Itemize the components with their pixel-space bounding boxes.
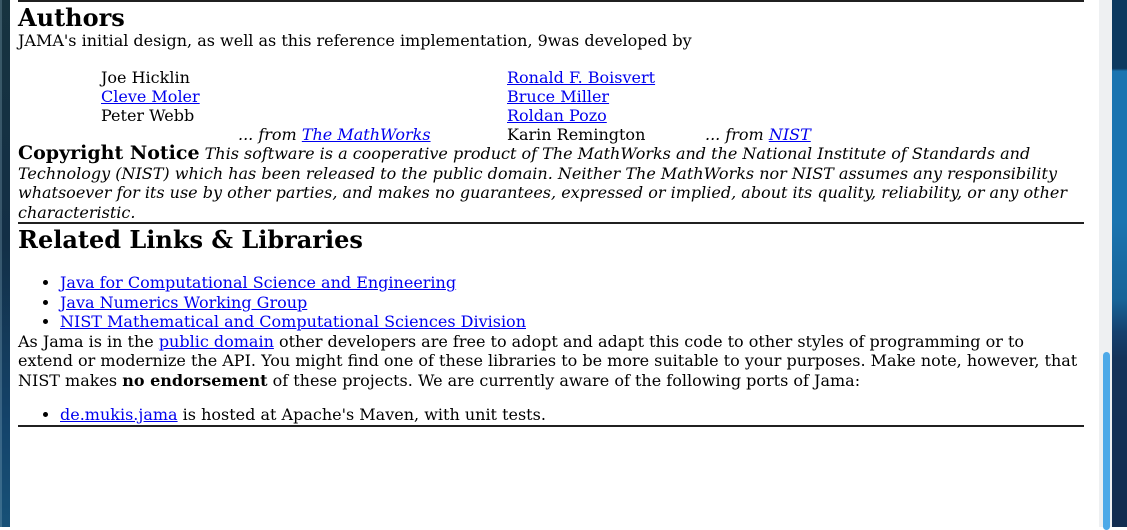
page-content [10,0,1099,527]
ports-text-2: other developers are free to adopt and adapt this code to other styles of programming or to extend or modernize the API. You might find one of these libraries to be more suitable to your purposes. Make note, however, that NIST makes [18,331,1078,390]
right-edge-strip [1112,0,1127,527]
link-java-numerics-group[interactable]: Java Numerics Working Group [60,292,308,312]
author-karin-remington: Karin Remington [507,125,646,145]
top-divider [18,0,1084,2]
author-link-cleve-moler[interactable]: Cleve Moler [101,87,200,107]
left-edge-strip [0,0,10,527]
ports-text-1: As Jama is in the [18,331,159,351]
author-joe-hicklin: Joe Hicklin [101,68,190,88]
section-divider [18,222,1084,224]
copyright-paragraph [18,144,1084,222]
ports-item-text: is hosted at Apache's Maven, with unit tests. [177,405,546,425]
authors-intro: JAMA's initial design, as well as this reference implementation, 9was developed by [18,30,692,50]
nist-link[interactable]: NIST [768,125,811,145]
mathworks-link[interactable]: The MathWorks [301,125,431,145]
link-nist-math-division[interactable]: NIST Mathematical and Computational Sciences Division [60,312,526,332]
ports-paragraph [18,332,1084,391]
copyright-body: This software is a cooperative product of The MathWorks and the National Institute of Standards and Technology (NIST) which has been released to the public domain. Neither The MathWorks nor NIST assumes any responsibility whatsoever for its use by other parties, and makes no guarantees, expressed or implied, about its quality, reliability, or any other characteristic. [18,144,1068,222]
scrollbar-thumb[interactable] [1103,352,1110,530]
bottom-divider [18,425,1084,427]
public-domain-link[interactable]: public domain [158,331,274,351]
author-peter-webb: Peter Webb [101,106,195,126]
author-link-ronald-boisvert[interactable]: Ronald F. Boisvert [507,68,656,88]
link-java-computational-science[interactable]: Java for Computational Science and Engineering [60,273,457,293]
authors-heading: Authors [18,3,125,32]
author-link-roldan-pozo[interactable]: Roldan Pozo [507,106,607,126]
de-mukis-jama-link[interactable]: de.mukis.jama [60,405,178,425]
ports-text-3: of these projects. We are currently aware of the following ports of Jama: [267,370,861,390]
author-link-bruce-miller[interactable]: Bruce Miller [507,87,610,107]
from-mathworks-prefix: ... from [238,125,302,145]
list-item [60,405,1084,425]
from-nist-line [705,125,1084,144]
ports-list [18,405,1084,425]
no-endorsement-text: no endorsement [122,370,268,390]
from-nist-prefix: ... from [705,125,769,145]
copyright-title: Copyright Notice [18,142,200,165]
list-item [60,273,1084,293]
related-links-list [18,273,1084,332]
authors-table [18,68,1084,144]
related-links-heading: Related Links & Libraries [18,225,363,255]
list-item [60,312,1084,332]
from-mathworks-line [238,125,507,144]
list-item [60,293,1084,313]
